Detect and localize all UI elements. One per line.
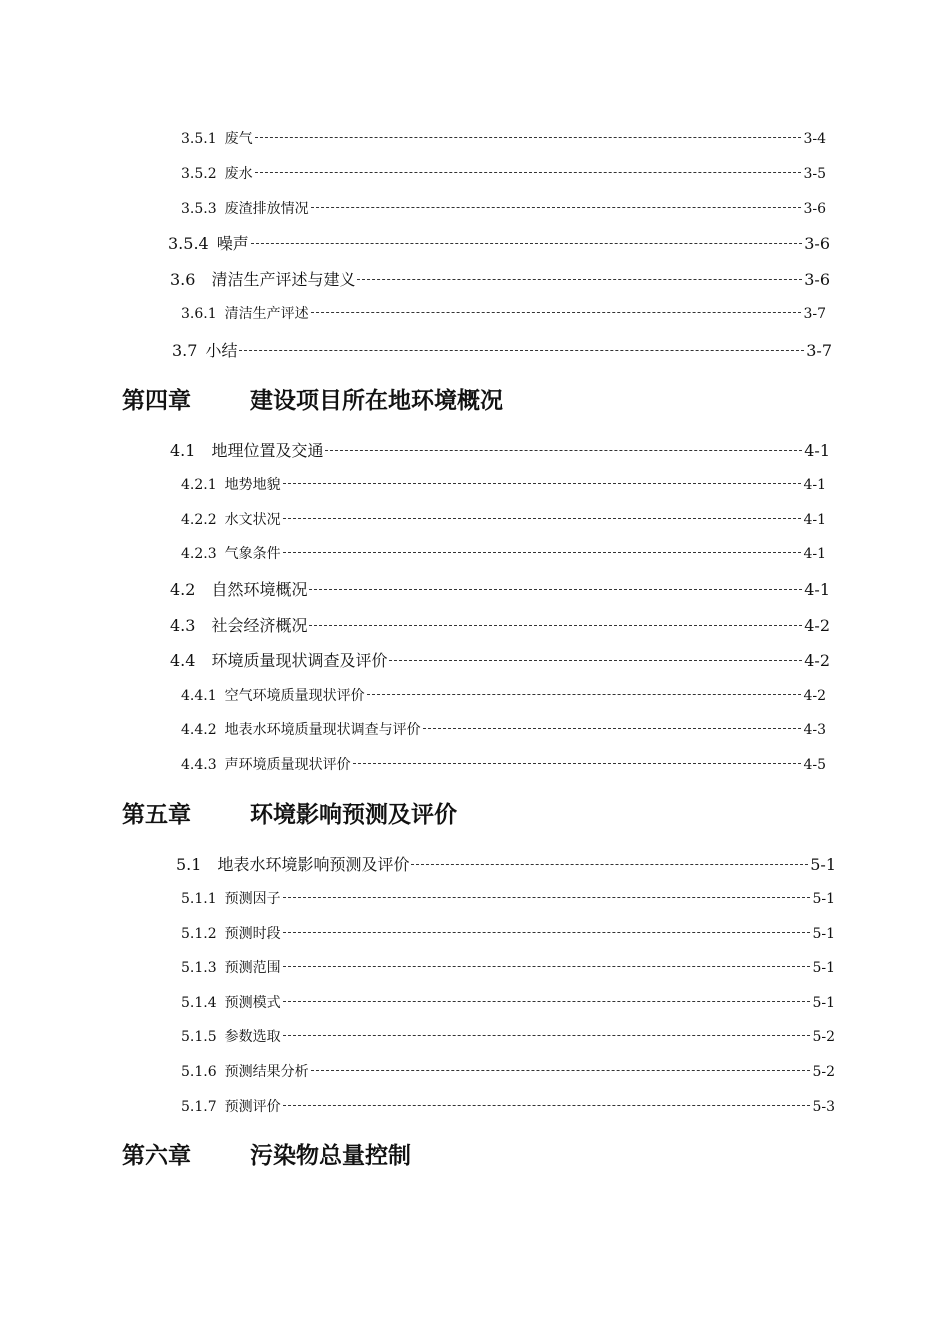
chapter-number: 第四章 [122, 388, 191, 414]
toc-entry-4-2-3[interactable] [181, 543, 826, 563]
page-number: 3-6 [804, 270, 830, 289]
chapter-heading-5[interactable] [122, 796, 457, 829]
section-number: 3.6.1 [181, 306, 217, 322]
section-title: 预测结果分析 [224, 1064, 309, 1080]
dot-leader [283, 966, 811, 967]
section-number: 3.5.2 [181, 166, 217, 182]
section-title: 地理位置及交通 [211, 441, 324, 460]
dot-leader [283, 552, 802, 553]
toc-entry-5-1-7[interactable] [181, 1096, 835, 1116]
chapter-heading-4[interactable] [122, 382, 503, 415]
toc-entry-3-6[interactable] [170, 267, 830, 290]
section-number: 4.4.3 [181, 757, 217, 773]
page-number: 5-1 [812, 995, 835, 1011]
toc-entry-5-1-4[interactable] [181, 992, 835, 1012]
page-number: 5-2 [812, 1029, 835, 1045]
chapter-number: 第五章 [122, 802, 191, 828]
chapter-title: 污染物总量控制 [250, 1143, 411, 1169]
chapter-title: 环境影响预测及评价 [250, 802, 457, 828]
section-number: 4.2.3 [181, 546, 217, 562]
toc-entry-5-1[interactable] [176, 852, 836, 875]
toc-entry-3-5-1[interactable] [181, 128, 826, 148]
toc-entry-5-1-1[interactable] [181, 888, 835, 908]
page-number: 4-2 [804, 651, 830, 670]
toc-entry-4-2-2[interactable] [181, 509, 826, 529]
page-number: 4-1 [803, 546, 826, 562]
page-number: 4-2 [804, 616, 830, 635]
toc-entry-4-3[interactable] [170, 613, 830, 636]
section-number: 5.1.4 [181, 995, 217, 1011]
toc-entry-5-1-6[interactable] [181, 1061, 835, 1081]
chapter-heading-6[interactable] [122, 1137, 411, 1170]
dot-leader [311, 207, 802, 208]
section-title: 地势地貌 [224, 477, 281, 493]
page-number: 4-1 [803, 477, 826, 493]
section-title: 小结 [205, 341, 238, 360]
page-number: 5-2 [812, 1064, 835, 1080]
section-number: 5.1 [176, 855, 202, 874]
section-title: 预测模式 [224, 995, 281, 1011]
section-title: 地表水环境影响预测及评价 [217, 855, 410, 874]
dot-leader [311, 1070, 811, 1071]
page-number: 4-5 [803, 757, 826, 773]
page-number: 3-4 [803, 131, 826, 147]
section-title: 预测评价 [224, 1099, 281, 1115]
toc-entry-4-4-1[interactable] [181, 685, 826, 705]
section-title: 清洁生产评述 [224, 306, 309, 322]
section-title: 预测范围 [224, 960, 281, 976]
section-number: 4.4.1 [181, 688, 217, 704]
section-number: 3.5.4 [168, 234, 209, 253]
dot-leader [309, 589, 802, 590]
toc-entry-3-7[interactable] [172, 338, 832, 361]
section-title: 预测时段 [224, 926, 281, 942]
page-number: 3-6 [804, 234, 830, 253]
section-number: 3.5.1 [181, 131, 217, 147]
dot-leader [283, 897, 811, 898]
section-title: 空气环境质量现状评价 [224, 688, 365, 704]
section-title: 环境质量现状调查及评价 [211, 651, 388, 670]
dot-leader [239, 350, 804, 351]
section-number: 5.1.3 [181, 960, 217, 976]
dot-leader [283, 1035, 811, 1036]
page-number: 4-1 [804, 441, 830, 460]
page-number: 5-3 [812, 1099, 835, 1115]
page-number: 3-5 [803, 166, 826, 182]
dot-leader [283, 518, 802, 519]
toc-entry-4-2-1[interactable] [181, 474, 826, 494]
section-number: 5.1.7 [181, 1099, 217, 1115]
section-title: 清洁生产评述与建义 [211, 270, 356, 289]
dot-leader [389, 660, 802, 661]
dot-leader [283, 1105, 811, 1106]
section-number: 4.4 [170, 651, 196, 670]
section-title: 声环境质量现状评价 [224, 757, 351, 773]
page-number: 3-7 [803, 306, 826, 322]
chapter-number: 第六章 [122, 1143, 191, 1169]
section-title: 废水 [224, 166, 253, 182]
section-title: 水文状况 [224, 512, 281, 528]
section-number: 4.1 [170, 441, 196, 460]
section-title: 参数选取 [224, 1029, 281, 1045]
toc-entry-3-5-4[interactable] [168, 231, 830, 254]
dot-leader [423, 728, 802, 729]
page-number: 5-1 [812, 891, 835, 907]
dot-leader [357, 279, 802, 280]
dot-leader [367, 694, 802, 695]
section-number: 3.6 [170, 270, 196, 289]
section-number: 5.1.2 [181, 926, 217, 942]
toc-entry-4-4-2[interactable] [181, 719, 826, 739]
section-number: 5.1.6 [181, 1064, 217, 1080]
dot-leader [353, 763, 802, 764]
section-title: 废气 [224, 131, 253, 147]
section-title: 地表水环境质量现状调查与评价 [224, 722, 421, 738]
toc-entry-4-2[interactable] [170, 577, 830, 600]
toc-entry-4-4-3[interactable] [181, 754, 826, 774]
section-title: 社会经济概况 [211, 616, 308, 635]
section-number: 4.2.1 [181, 477, 217, 493]
dot-leader [251, 243, 803, 244]
section-number: 4.2.2 [181, 512, 217, 528]
toc-entry-4-1[interactable] [170, 438, 830, 461]
dot-leader [283, 483, 802, 484]
toc-entry-5-1-2[interactable] [181, 923, 835, 943]
dot-leader [255, 137, 802, 138]
dot-leader [283, 932, 811, 933]
section-number: 4.3 [170, 616, 196, 635]
toc-entry-4-4[interactable] [170, 648, 830, 671]
page-number: 4-1 [803, 512, 826, 528]
section-number: 4.4.2 [181, 722, 217, 738]
dot-leader [309, 625, 802, 626]
toc-entry-3-5-3[interactable] [181, 198, 826, 218]
page-number: 4-1 [804, 580, 830, 599]
page-number: 3-7 [806, 341, 832, 360]
toc-entry-3-5-2[interactable] [181, 163, 826, 183]
toc-entry-5-1-3[interactable] [181, 957, 835, 977]
page-number: 5-1 [812, 960, 835, 976]
page-number: 5-1 [810, 855, 836, 874]
chapter-title: 建设项目所在地环境概况 [250, 388, 503, 414]
dot-leader [311, 312, 802, 313]
page-number: 5-1 [812, 926, 835, 942]
dot-leader [255, 172, 802, 173]
section-title: 预测因子 [224, 891, 281, 907]
section-title: 噪声 [216, 234, 249, 253]
section-number: 4.2 [170, 580, 196, 599]
section-number: 3.5.3 [181, 201, 217, 217]
section-title: 气象条件 [224, 546, 281, 562]
section-title: 废渣排放情况 [224, 201, 309, 217]
page-number: 4-2 [803, 688, 826, 704]
page-number: 4-3 [803, 722, 826, 738]
dot-leader [325, 450, 802, 451]
dot-leader [411, 864, 808, 865]
section-number: 5.1.5 [181, 1029, 217, 1045]
section-title: 自然环境概况 [211, 580, 308, 599]
dot-leader [283, 1001, 811, 1002]
section-number: 3.7 [172, 341, 198, 360]
toc-entry-5-1-5[interactable] [181, 1026, 835, 1046]
page-number: 3-6 [803, 201, 826, 217]
toc-entry-3-6-1[interactable] [181, 303, 826, 323]
section-number: 5.1.1 [181, 891, 217, 907]
